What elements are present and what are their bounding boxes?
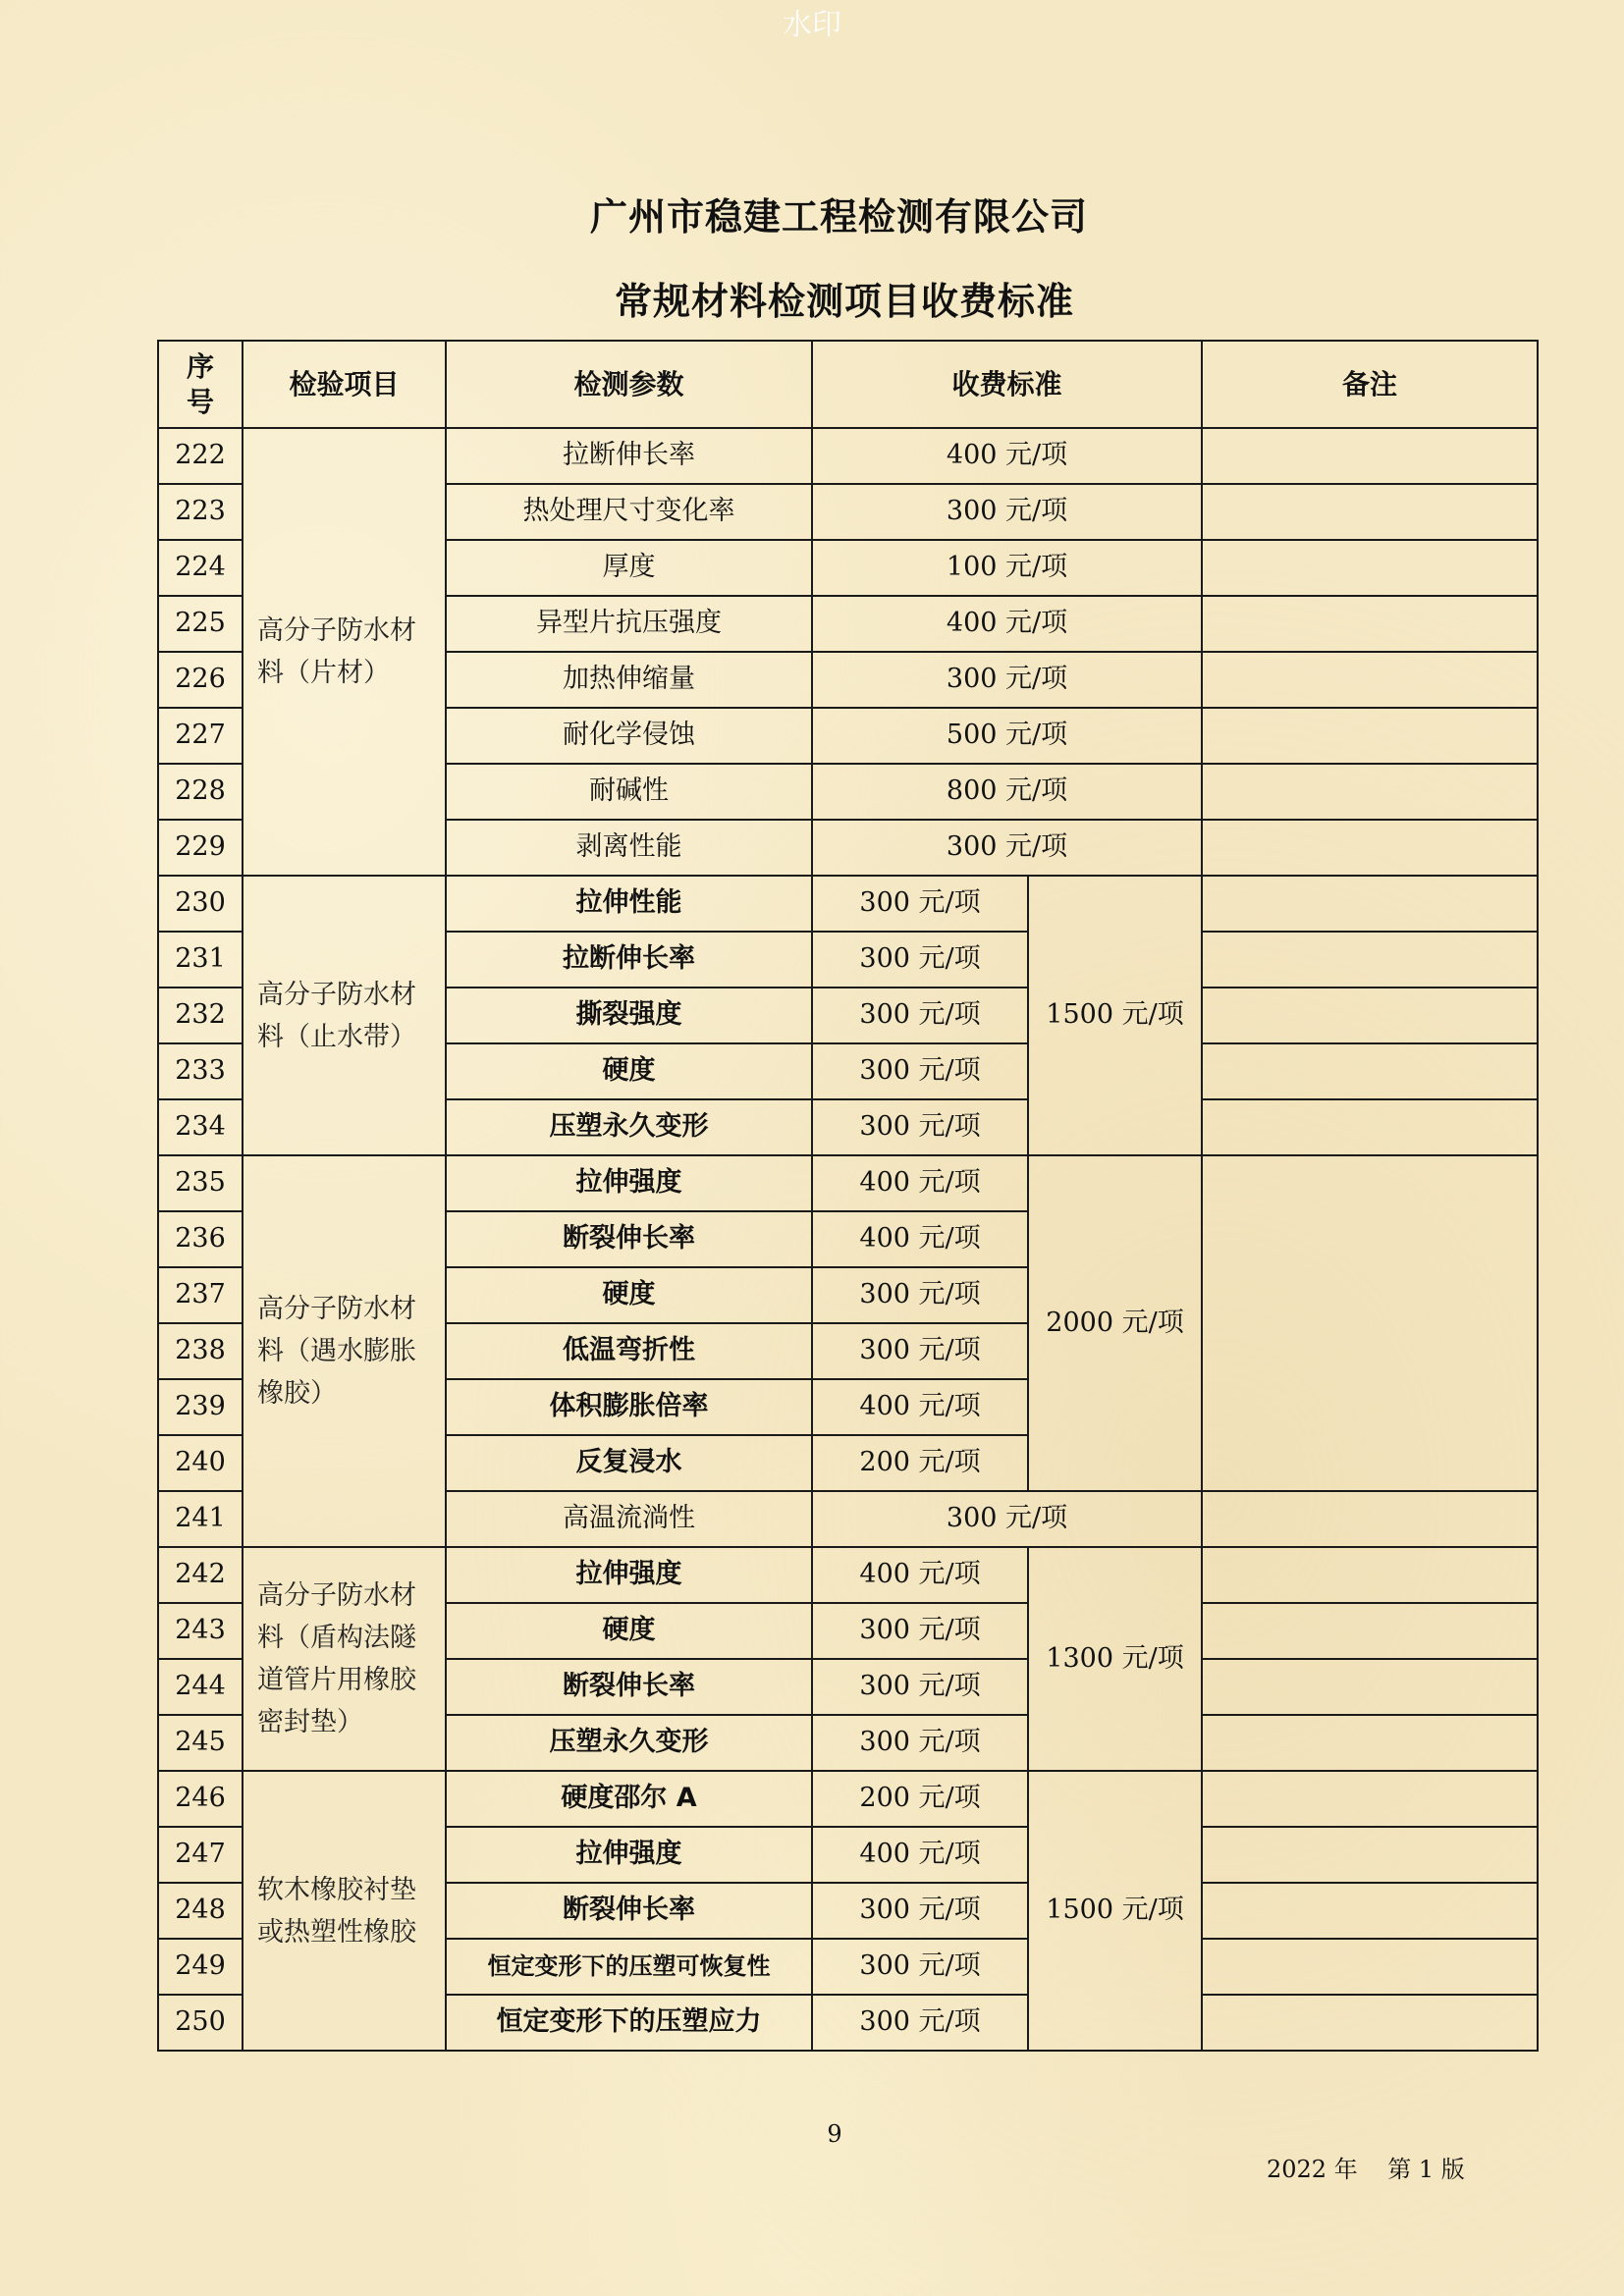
param-cell: 拉伸强度 [446, 1547, 812, 1603]
param-cell: 低温弯折性 [446, 1323, 812, 1379]
param-cell: 恒定变形下的压塑应力 [446, 1995, 812, 2051]
param-cell: 压塑永久变形 [446, 1099, 812, 1155]
fee-cell: 300 元/项 [812, 820, 1202, 876]
param-cell: 硬度 [446, 1603, 812, 1659]
fee-cell: 400 元/项 [812, 1827, 1028, 1883]
fee-cell: 800 元/项 [812, 764, 1202, 820]
note-cell [1202, 876, 1538, 932]
row-number: 232 [158, 988, 243, 1043]
row-number: 225 [158, 596, 243, 652]
edition-info [1267, 2150, 1465, 2184]
fee-cell: 300 元/项 [812, 1491, 1202, 1547]
fee-cell: 300 元/项 [812, 1995, 1028, 2051]
table-row [158, 428, 1538, 484]
header-item: 检验项目 [243, 341, 446, 428]
note-cell [1202, 820, 1538, 876]
note-cell [1202, 764, 1538, 820]
header-note: 备注 [1202, 341, 1538, 428]
item-cell: 高分子防水材料（盾构法隧道管片用橡胶密封垫） [243, 1547, 446, 1771]
note-cell [1202, 932, 1538, 988]
edition-year: 2022 年 [1267, 2156, 1358, 2183]
fee-cell: 400 元/项 [812, 596, 1202, 652]
param-cell: 高温流淌性 [446, 1491, 812, 1547]
header-seq [158, 341, 243, 428]
fee-cell: 300 元/项 [812, 1659, 1028, 1715]
note-cell [1202, 1491, 1538, 1547]
row-number: 236 [158, 1211, 243, 1267]
param-cell: 体积膨胀倍率 [446, 1379, 812, 1435]
note-cell [1202, 1827, 1538, 1883]
param-cell: 撕裂强度 [446, 988, 812, 1043]
row-number: 243 [158, 1603, 243, 1659]
fee-table [157, 340, 1539, 2052]
row-number: 246 [158, 1771, 243, 1827]
note-cell [1202, 708, 1538, 764]
fee-cell: 300 元/项 [812, 484, 1202, 540]
row-number: 222 [158, 428, 243, 484]
note-cell [1202, 540, 1538, 596]
row-number: 233 [158, 1043, 243, 1099]
row-number: 223 [158, 484, 243, 540]
note-cell [1202, 1099, 1538, 1155]
param-cell: 加热伸缩量 [446, 652, 812, 708]
param-cell: 耐碱性 [446, 764, 812, 820]
header-fee: 收费标准 [812, 341, 1202, 428]
watermark-text: 水印 [783, 8, 841, 42]
note-cell [1202, 1043, 1538, 1099]
param-cell: 拉伸强度 [446, 1827, 812, 1883]
param-cell: 拉断伸长率 [446, 932, 812, 988]
row-number: 235 [158, 1155, 243, 1211]
note-cell [1202, 1883, 1538, 1939]
row-number: 238 [158, 1323, 243, 1379]
row-number: 241 [158, 1491, 243, 1547]
fee-cell: 300 元/项 [812, 652, 1202, 708]
package-fee-cell: 2000 元/项 [1028, 1155, 1202, 1491]
row-number: 247 [158, 1827, 243, 1883]
header-seq-line1: 序 [186, 349, 214, 383]
row-number: 248 [158, 1883, 243, 1939]
note-cell [1202, 1547, 1538, 1603]
fee-cell: 300 元/项 [812, 1267, 1028, 1323]
fee-cell: 300 元/项 [812, 1043, 1028, 1099]
note-cell [1202, 1771, 1538, 1827]
row-number: 228 [158, 764, 243, 820]
fee-cell: 300 元/项 [812, 988, 1028, 1043]
param-cell: 拉伸强度 [446, 1155, 812, 1211]
fee-cell: 300 元/项 [812, 1715, 1028, 1771]
row-number: 240 [158, 1435, 243, 1491]
edition-number: 第 1 版 [1387, 2156, 1465, 2183]
row-number: 239 [158, 1379, 243, 1435]
package-fee-cell: 1300 元/项 [1028, 1547, 1202, 1771]
param-cell: 厚度 [446, 540, 812, 596]
note-cell [1202, 1603, 1538, 1659]
fee-cell: 300 元/项 [812, 876, 1028, 932]
fee-cell: 200 元/项 [812, 1435, 1028, 1491]
company-title: 广州市稳建工程检测有限公司 [589, 195, 1088, 239]
note-cell [1202, 484, 1538, 540]
item-cell: 高分子防水材料（止水带） [243, 876, 446, 1155]
row-number: 230 [158, 876, 243, 932]
document-subtitle: 常规材料检测项目收费标准 [614, 280, 1074, 323]
param-cell: 硬度邵尔 A [446, 1771, 812, 1827]
row-number: 234 [158, 1099, 243, 1155]
param-cell: 断裂伸长率 [446, 1883, 812, 1939]
fee-cell: 500 元/项 [812, 708, 1202, 764]
package-fee-cell: 1500 元/项 [1028, 1771, 1202, 2051]
param-cell: 拉伸性能 [446, 876, 812, 932]
fee-cell: 400 元/项 [812, 1379, 1028, 1435]
item-cell: 高分子防水材料（片材） [243, 428, 446, 876]
table-header-row [158, 341, 1538, 428]
fee-cell: 200 元/项 [812, 1771, 1028, 1827]
row-number: 227 [158, 708, 243, 764]
row-number: 244 [158, 1659, 243, 1715]
note-cell [1202, 1939, 1538, 1995]
row-number: 237 [158, 1267, 243, 1323]
param-cell: 异型片抗压强度 [446, 596, 812, 652]
param-cell: 反复浸水 [446, 1435, 812, 1491]
header-param: 检测参数 [446, 341, 812, 428]
row-number: 224 [158, 540, 243, 596]
row-number: 229 [158, 820, 243, 876]
fee-cell: 300 元/项 [812, 1099, 1028, 1155]
param-cell: 剥离性能 [446, 820, 812, 876]
param-cell: 硬度 [446, 1043, 812, 1099]
note-cell [1202, 428, 1538, 484]
note-cell [1202, 652, 1538, 708]
row-number: 242 [158, 1547, 243, 1603]
note-cell [1202, 596, 1538, 652]
fee-cell: 300 元/项 [812, 1323, 1028, 1379]
param-cell: 断裂伸长率 [446, 1211, 812, 1267]
note-cell [1202, 1155, 1538, 1491]
header-seq-line2: 号 [186, 385, 214, 418]
param-cell: 耐化学侵蚀 [446, 708, 812, 764]
item-cell: 软木橡胶衬垫或热塑性橡胶 [243, 1771, 446, 2051]
param-cell: 压塑永久变形 [446, 1715, 812, 1771]
param-cell: 拉断伸长率 [446, 428, 812, 484]
note-cell [1202, 988, 1538, 1043]
table-row [158, 1155, 1538, 1211]
note-cell [1202, 1995, 1538, 2051]
fee-cell: 400 元/项 [812, 1155, 1028, 1211]
page-number: 9 [827, 2120, 842, 2148]
fee-cell: 100 元/项 [812, 540, 1202, 596]
param-cell: 断裂伸长率 [446, 1659, 812, 1715]
note-cell [1202, 1715, 1538, 1771]
fee-cell: 300 元/项 [812, 1883, 1028, 1939]
param-cell: 硬度 [446, 1267, 812, 1323]
fee-cell: 300 元/项 [812, 1603, 1028, 1659]
table-row [158, 876, 1538, 932]
row-number: 250 [158, 1995, 243, 2051]
table-row [158, 1547, 1538, 1603]
row-number: 249 [158, 1939, 243, 1995]
fee-cell: 400 元/项 [812, 428, 1202, 484]
param-cell: 热处理尺寸变化率 [446, 484, 812, 540]
fee-cell: 400 元/项 [812, 1211, 1028, 1267]
item-cell: 高分子防水材料（遇水膨胀橡胶） [243, 1155, 446, 1547]
row-number: 226 [158, 652, 243, 708]
row-number: 231 [158, 932, 243, 988]
note-cell [1202, 1659, 1538, 1715]
fee-cell: 400 元/项 [812, 1547, 1028, 1603]
fee-cell: 300 元/项 [812, 1939, 1028, 1995]
package-fee-cell: 1500 元/项 [1028, 876, 1202, 1155]
param-cell: 恒定变形下的压塑可恢复性 [446, 1939, 812, 1995]
row-number: 245 [158, 1715, 243, 1771]
table-row [158, 1771, 1538, 1827]
fee-cell: 300 元/项 [812, 932, 1028, 988]
